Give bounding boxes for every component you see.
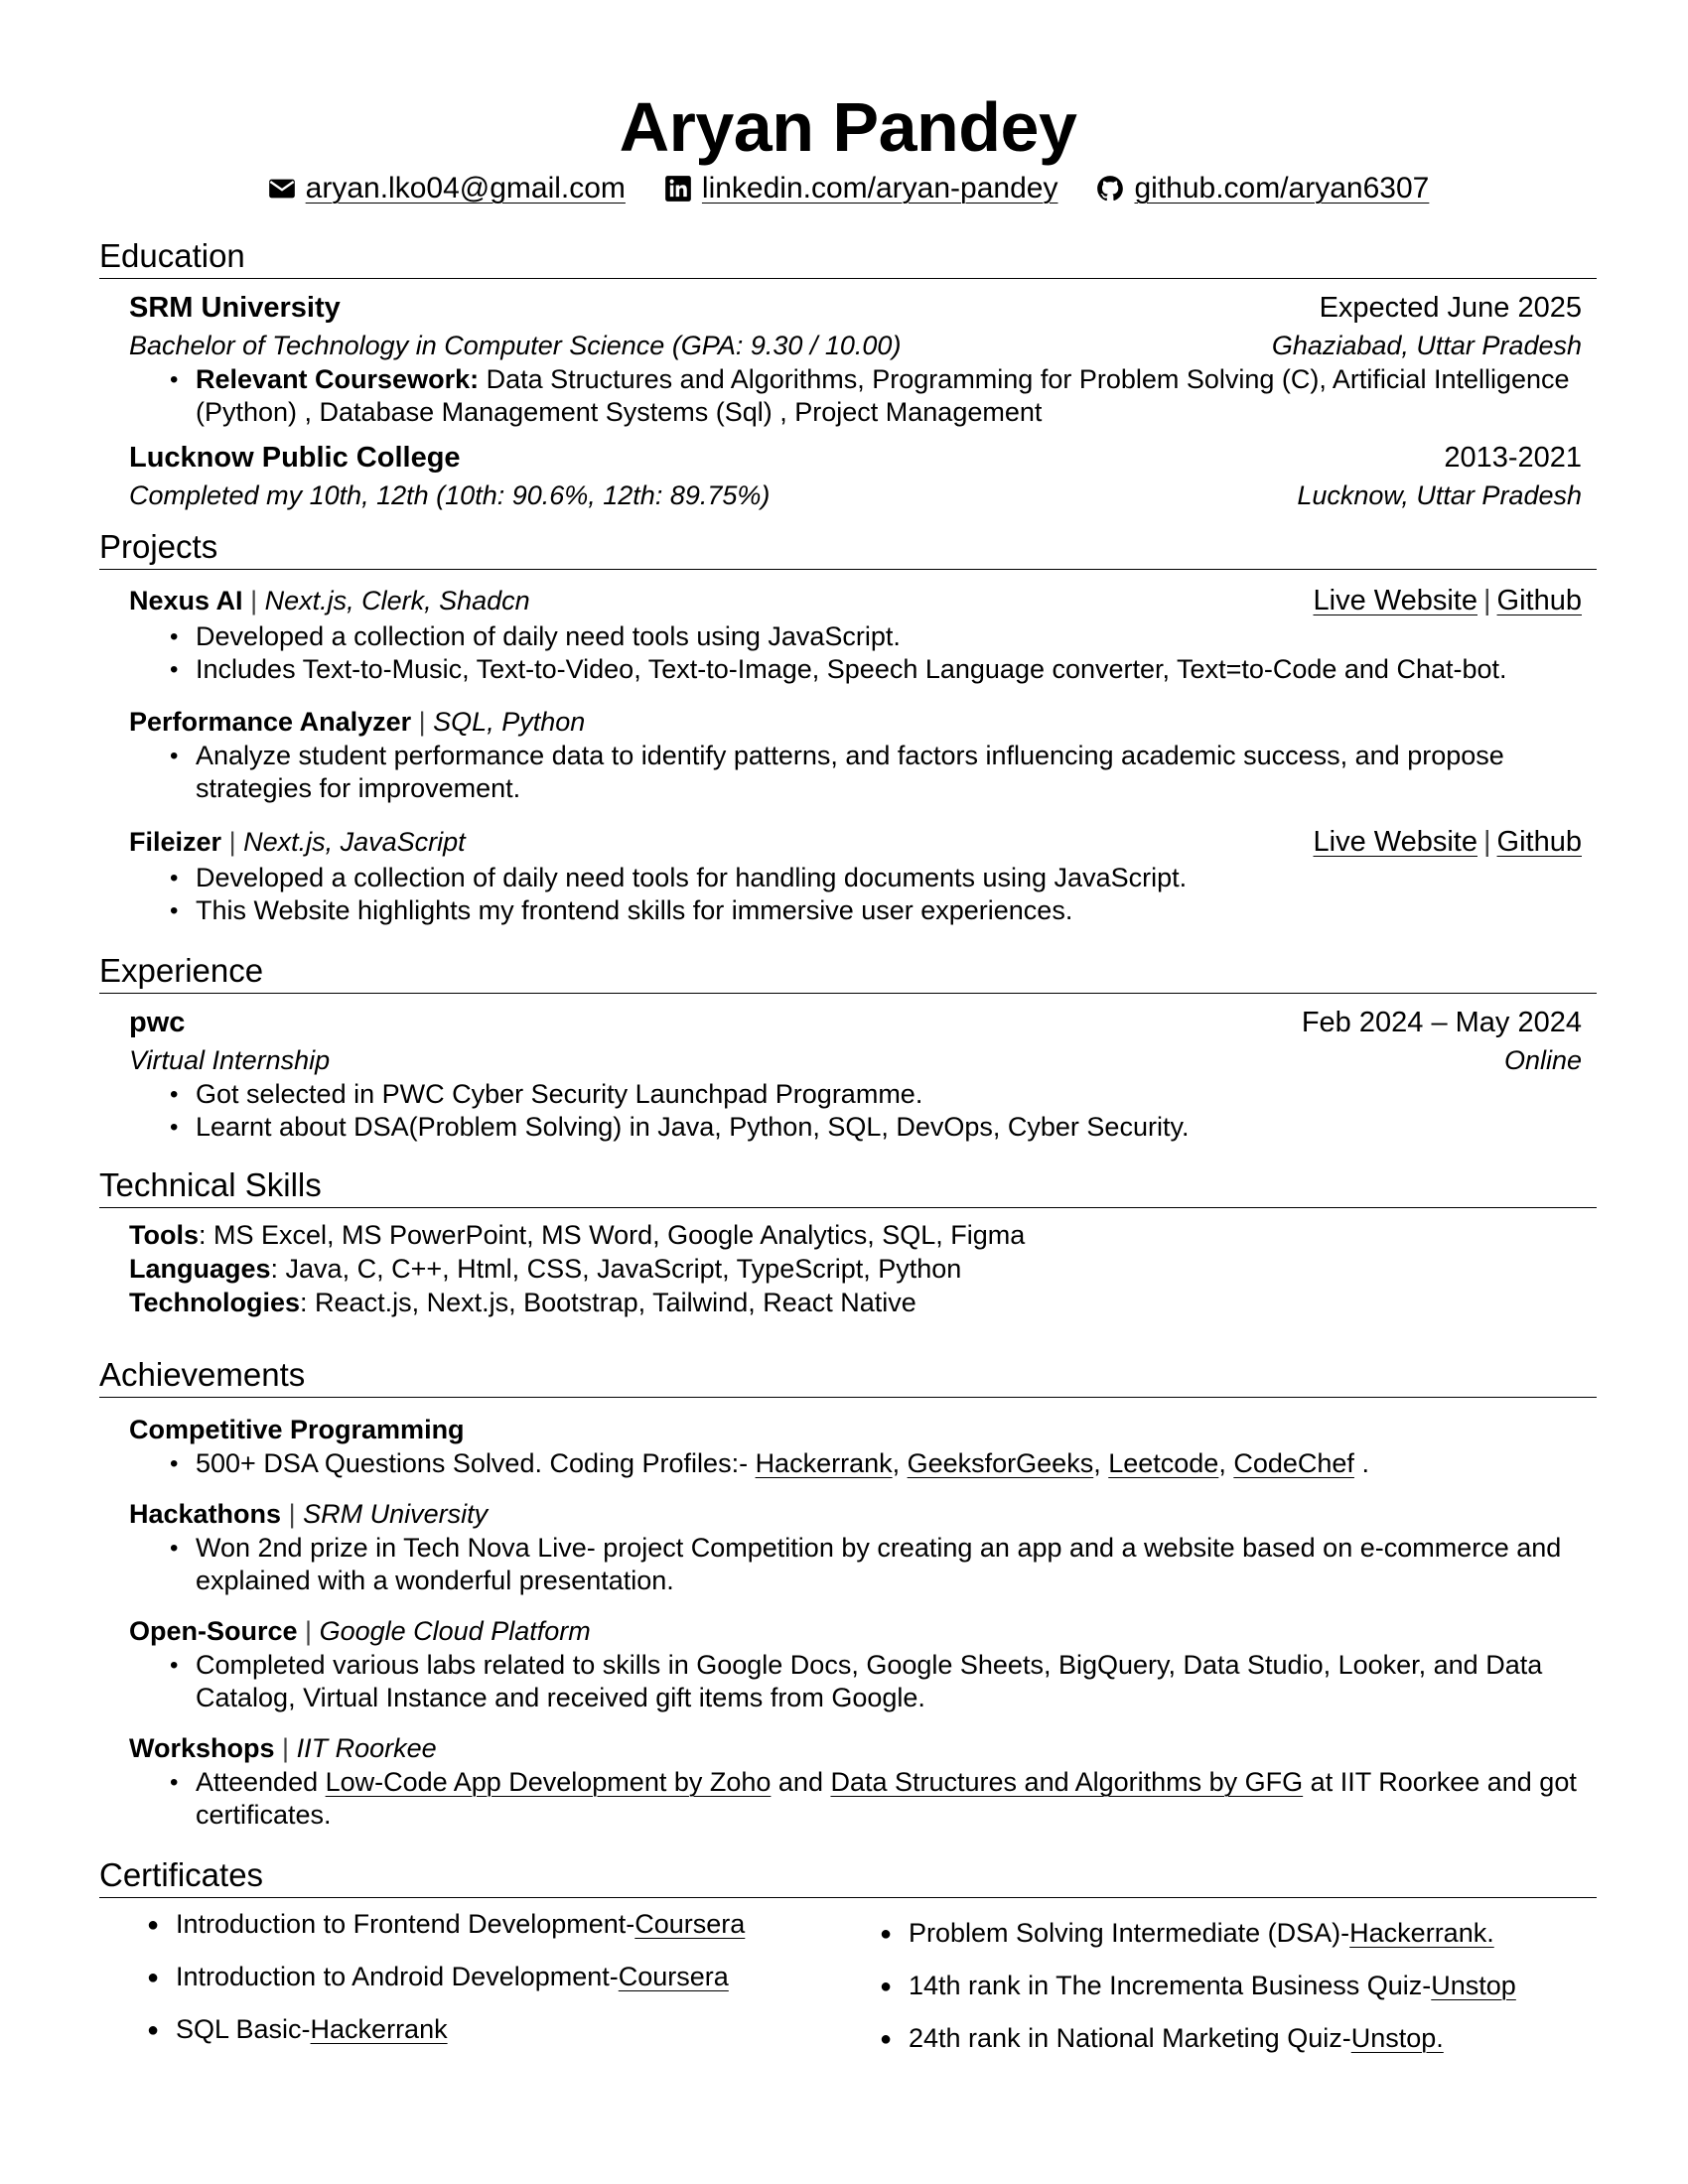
github-repo-link[interactable]: Github (1496, 585, 1582, 616)
list-item: • Developed a collection of daily need tools using JavaScript. (196, 620, 1582, 653)
achievement-title: Competitive Programming (129, 1415, 465, 1444)
skills-label: Tools (129, 1220, 199, 1250)
contact-linkedin[interactable] (663, 169, 1058, 208)
achievement-title: Open-Source (129, 1616, 298, 1646)
education-entry (129, 289, 1582, 429)
certificate-link[interactable]: Unstop. (1350, 2023, 1444, 2053)
section-title-education: Education (99, 236, 1597, 279)
project-entry: Nexus AI | Next.js, Clerk, Shadcn Live Website | Github • Developed a collection of daily need tools using JavaScript. • Includes Text-to-Music, Text-to-Video, Text-to-Image, Speech Language converter, Text=to-Code and Chat-bot. (129, 582, 1582, 686)
skills-tools (129, 1218, 1597, 1252)
education-location: Lucknow, Uttar Pradesh (1297, 480, 1582, 510)
separator: | (418, 707, 426, 737)
achievement-entry (129, 1613, 1582, 1714)
experience-org: pwc (129, 1007, 186, 1038)
achievement-entry (129, 1412, 1582, 1480)
certificate-text: SQL Basic- (176, 2014, 311, 2044)
list-item: • Got selected in PWC Cyber Security Launchpad Programme. (196, 1078, 1582, 1111)
education-degree: Completed my 10th, 12th (10th: 90.6%, 12th: 89.75%) (129, 480, 771, 510)
list-item: • Won 2nd prize in Tech Nova Live- project Competition by creating an app and a website based on e-commerce and explained with a wonderful presentation. (196, 1532, 1582, 1597)
achievement-org: Google Cloud Platform (319, 1616, 591, 1646)
achievement-entry (129, 1730, 1582, 1832)
project-bullets (129, 740, 1582, 805)
certificate-link[interactable]: Hackerrank. (1349, 1918, 1494, 1948)
coursework-text: Data Structures and Algorithms, Programming for Problem Solving (C), Artificial Intelligence (Python) , Database Management Systems (Sql) , Project Management (196, 364, 1570, 427)
project-bullets (129, 862, 1582, 927)
achievement-text: 500+ DSA Questions Solved. Coding Profiles:- (196, 1448, 756, 1478)
experience-date: Feb 2024 – May 2024 (1301, 1007, 1582, 1038)
education-section (99, 236, 1597, 513)
comma: , (1218, 1448, 1234, 1478)
section-title-achievements: Achievements (99, 1355, 1597, 1398)
live-website-link[interactable]: Live Website (1313, 826, 1477, 858)
list-item: • Analyze student performance data to identify patterns, and factors influencing academic success, and propose strategies for improvement. (196, 740, 1582, 805)
separator: | (250, 586, 258, 615)
project-entry: Fileizer | Next.js, JavaScript Live Website | Github • Developed a collection of daily need tools for handling documents using JavaScript. • This Website highlights my frontend skills for immersive user experiences. (129, 823, 1582, 927)
certificate-text: 14th rank in The Incrementa Business Quiz- (909, 1971, 1432, 2000)
period: . (1353, 1448, 1369, 1478)
contact-github[interactable] (1095, 169, 1429, 208)
project-tech: SQL, Python (433, 707, 586, 737)
list-item: • Completed various labs related to skills in Google Docs, Google Sheets, BigQuery, Data Studio, Looker, and Data Catalog, Virtual Instance and received gift items from Google. (196, 1649, 1582, 1714)
achievement-org: IIT Roorkee (296, 1733, 437, 1763)
certificate-item (909, 2022, 1597, 2055)
workshop-text: Atteended (196, 1767, 326, 1797)
skills-label: Languages (129, 1254, 271, 1284)
project-entry (129, 704, 1582, 805)
leetcode-link[interactable]: Leetcode (1108, 1448, 1219, 1478)
github-link[interactable]: github.com/aryan6307 (1134, 172, 1430, 205)
achievement-title: Workshops (129, 1733, 275, 1763)
list-item: • Includes Text-to-Music, Text-to-Video, Text-to-Image, Speech Language converter, Text=to-Code and Chat-bot. (196, 653, 1582, 686)
geeksforgeeks-link[interactable]: GeeksforGeeks (907, 1448, 1094, 1478)
separator: | (288, 1499, 296, 1529)
resume-name: Aryan Pandey (619, 88, 1077, 166)
certificate-item (176, 1961, 864, 1993)
skills-label: Technologies (129, 1288, 301, 1317)
resume-page (99, 87, 1597, 2075)
project-bullets (129, 620, 1582, 686)
list-item: • Developed a collection of daily need tools for handling documents using JavaScript. (196, 862, 1582, 894)
certificate-item (176, 2013, 864, 2046)
comma: , (892, 1448, 908, 1478)
certificates-right-column (864, 1908, 1597, 2075)
list-item (196, 1766, 1582, 1832)
certificates-left-column (146, 1908, 864, 2075)
skills-technologies (129, 1286, 1597, 1319)
certificate-item (176, 1908, 864, 1941)
certificate-text: Problem Solving Intermediate (DSA)- (909, 1918, 1350, 1948)
workshop-text: and (771, 1767, 831, 1797)
achievement-org: SRM University (303, 1499, 489, 1529)
certificate-link[interactable]: Coursera (634, 1909, 746, 1939)
project-name: Nexus AI (129, 586, 243, 615)
separator: | (228, 827, 236, 857)
comma: , (1093, 1448, 1109, 1478)
certificates-section (99, 1855, 1597, 2075)
coursework-label: Relevant Coursework: (196, 364, 480, 394)
experience-location: Online (1503, 1045, 1582, 1075)
certificate-text: Introduction to Frontend Development- (176, 1909, 635, 1939)
list-item (196, 1447, 1582, 1480)
contact-bar (99, 169, 1597, 208)
section-title-certificates: Certificates (99, 1855, 1597, 1898)
certificate-item (909, 1970, 1597, 2002)
hackerrank-link[interactable]: Hackerrank (755, 1448, 893, 1478)
certificate-link[interactable]: Unstop (1431, 1971, 1516, 2000)
project-tech: Next.js, JavaScript (243, 827, 466, 857)
experience-section (99, 951, 1597, 1144)
coursework-item (196, 363, 1582, 429)
certificate-link[interactable]: Coursera (618, 1962, 729, 1991)
skills-value: : React.js, Next.js, Bootstrap, Tailwind, React Native (300, 1288, 916, 1317)
education-bullets (129, 363, 1582, 429)
skills-value: : Java, C, C++, Html, CSS, JavaScript, TypeScript, Python (270, 1254, 962, 1284)
zoho-workshop-link[interactable]: Low-Code App Development by Zoho (325, 1767, 772, 1797)
project-name: Performance Analyzer (129, 707, 412, 737)
skills-section (99, 1165, 1597, 1319)
list-item: • Learnt about DSA(Problem Solving) in Java, Python, SQL, DevOps, Cyber Security. (196, 1111, 1582, 1144)
certificate-link[interactable]: Hackerrank (310, 2014, 448, 2044)
skills-languages (129, 1252, 1597, 1286)
section-title-projects: Projects (99, 527, 1597, 570)
education-entry (129, 439, 1582, 513)
achievement-title: Hackathons (129, 1499, 282, 1529)
linkedin-icon (663, 174, 693, 204)
education-location: Ghaziabad, Uttar Pradesh (1271, 331, 1582, 360)
project-tech: Next.js, Clerk, Shadcn (264, 586, 530, 615)
section-title-experience: Experience (99, 951, 1597, 994)
certificate-text: 24th rank in National Marketing Quiz- (909, 2023, 1351, 2053)
linkedin-link[interactable]: linkedin.com/aryan-pandey (701, 172, 1058, 205)
github-repo-link[interactable]: Github (1496, 826, 1582, 858)
certificate-text: Introduction to Android Development- (176, 1962, 619, 1991)
education-degree: Bachelor of Technology in Computer Science (GPA: 9.30 / 10.00) (129, 331, 902, 360)
skills-value: : MS Excel, MS PowerPoint, MS Word, Google Analytics, SQL, Figma (199, 1220, 1026, 1250)
codechef-link[interactable]: CodeChef (1233, 1448, 1354, 1478)
experience-bullets (129, 1078, 1582, 1144)
github-icon (1095, 174, 1125, 204)
education-date: 2013-2021 (1444, 442, 1582, 474)
email-link[interactable]: aryan.lko04@gmail.com (305, 172, 626, 205)
education-org: SRM University (129, 292, 341, 324)
certificate-item (909, 1917, 1597, 1950)
achievements-section (99, 1355, 1597, 1832)
project-name: Fileizer (129, 827, 222, 857)
gfg-workshop-link[interactable]: Data Structures and Algorithms by GFG (830, 1767, 1304, 1797)
separator: | (305, 1616, 313, 1646)
envelope-icon (267, 174, 297, 204)
projects-section (99, 527, 1597, 927)
workshop-text: at IIT Roorkee and got certificates. (196, 1767, 1577, 1830)
section-title-skills: Technical Skills (99, 1165, 1597, 1208)
contact-email[interactable] (267, 169, 626, 208)
live-website-link[interactable]: Live Website (1313, 585, 1477, 616)
education-date: Expected June 2025 (1319, 292, 1582, 324)
education-org: Lucknow Public College (129, 442, 461, 474)
experience-entry (129, 1004, 1582, 1144)
separator: | (282, 1733, 290, 1763)
achievement-entry (129, 1496, 1582, 1597)
experience-role: Virtual Internship (129, 1045, 331, 1075)
list-item: • This Website highlights my frontend skills for immersive user experiences. (196, 894, 1582, 927)
